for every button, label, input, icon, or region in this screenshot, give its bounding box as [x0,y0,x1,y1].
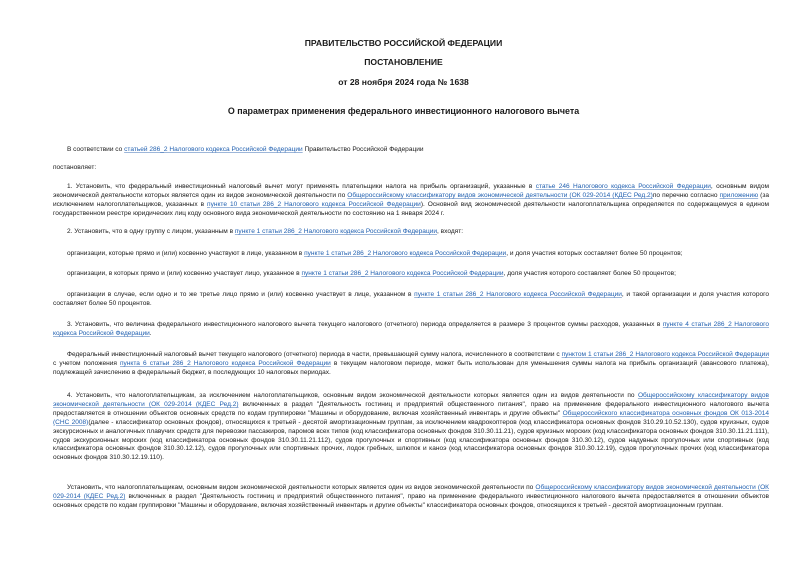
link-point-1-article-286-2[interactable]: пунктом 1 статьи 286_2 Налогового кодекса Российской Федерации [561,351,769,358]
link-point-1-article-286-2[interactable]: пункте 1 статьи 286_2 Налогового кодекса Российской Федерации [304,250,507,257]
paragraph-4 [53,392,769,463]
link-point-4-article-286-2[interactable]: пункте 4 статьи 286_2 Налогового кодекса Российской Федерации [53,321,769,337]
p2b-text-1: организации, в которых прямо и (или) косвенно участвует лицо, указанное в [67,270,302,277]
government-heading: ПРАВИТЕЛЬСТВО РОССИЙСКОЙ ФЕДЕРАЦИИ [304,38,503,48]
intro-text-2: Правительство Российской Федерации [302,146,424,153]
paragraph-2a [53,250,769,259]
paragraph-4a [53,484,769,511]
paragraph-2 [53,228,769,237]
p3-text-1: 3. Установить, что величина федерального инвестиционного налогового вычета текущего налогового (отчетного) периода определяется в размере 3 процентов суммы расходов, указанных в [67,321,663,328]
p4-text-2: включенных в раздел "Деятельность гостиниц и предприятий общественного питания", право на применение федерального инвестиционного налогового вычета предоставляется в отношении объектов основных средств по кодам группировки "Машины и оборудование, включая хозяйственный инвентарь и другие объекты" [53,400,769,417]
link-article-246[interactable]: статье 246 Налогового кодекса Российской Федерации [535,183,711,190]
p1-text-5: ). Основной вид экономической деятельности налогоплательщика определяется по содержащемуся в едином государственном реестре юридических лиц коду основного вида экономической деятельности по состоянию на 1 января 2024 г. [53,200,769,217]
p3a-text-3: в текущем налоговом периоде, может быть использован для уменьшения суммы налога на прибыль организаций (авансового платежа), подлежащей зачислению в федеральный бюджет, в последующих 10 налоговых периодах. [53,359,770,376]
paragraph-1 [53,183,769,219]
p2a-text-2: , и доля участия которых составляет более 50 процентов; [506,250,683,257]
p4-text-3: (далее - классификатор основных фондов), относящихся к третьей - десятой амортизационным группам, за исключением квадрокоптеров (код классификатора основных фондов 310.29.10.52.130), судов круизных, судов экскурсионных и аналогичных плавучих средств для перевозки пассажиров, паромов всех типов (код классификатора основных фондов 310.30.11.21), судов круизных морских (код классификатора основных фондов 310.30.11.21.111), судов экскурсионных морских (код классификатора основных фондов 310.30.11.21.112), судов прогулочных и спортивных (код классификатора основных фондов 310.30.12), судов надувных прогулочных или спортивных (код классификатора основных фондов 310.30.12.12), судов прогулочных или спортивных прочих, лодок гребных, шлюпок и каноэ (код классификатора основных фондов 310.30.12.19), судов прогулочных прочих (код классификатора основных фондов 310.30.12.19.110). [53,418,769,462]
link-okved-classifier[interactable]: Общероссийскому классификатору видов экономической деятельности (ОК 029-2014 (КДЕС Ред.2) [53,392,769,408]
p2-text-1: 2. Установить, что в одну группу с лицом, указанным в [67,228,235,235]
p1-text-1: 1. Установить, что федеральный инвестиционный налоговый вычет могут применять плательщики налога на прибыль организаций, указанные в [67,183,536,190]
document-title: О параметрах применения федерального инвестиционного налогового вычета [227,106,580,116]
paragraph-intro [53,146,769,155]
link-appendix[interactable]: приложению [719,191,759,199]
p2b-text-2: , доля участия которого составляет более 50 процентов; [503,270,676,277]
p2a-text-1: организации, которые прямо и (или) косвенно участвуют в лице, указанном в [67,250,305,257]
p4a-text-1: Установить, что налогоплательщикам, основным видом экономической деятельности которых является один из видов экономической деятельности по [67,484,536,491]
p2c-text-1: организации в случае, если одно и то же третье лицо прямо и (или) косвенно участвует в лице, указанном в [67,291,415,298]
p1-text-3: по перечню согласно [652,191,720,199]
intro-text-1: В соответствии со [67,146,125,153]
p4-text-1: 4. Установить, что налогоплательщикам, за исключением налогоплательщиков, основным видом экономической деятельности которых является один из видов деятельности по [67,392,638,399]
paragraph-2b [53,270,769,279]
link-okved-classifier[interactable]: Общероссийскому классификатору видов экономической деятельности (ОК 029-2014 (КДЕС Ред.2) [347,191,653,199]
p1-text-4: (за исключением налогоплательщиков, указанных в [53,191,769,208]
paragraph-3a [53,351,769,378]
p1-text-2: , основным видом экономической деятельности которых является один из видов экономической деятельности по [53,183,769,199]
p3-text-2: . [149,329,152,337]
link-point-1-article-286-2[interactable]: пункте 1 статьи 286_2 Налогового кодекса Российской Федерации [234,228,438,235]
paragraph-2c [53,291,769,309]
p4a-text-2: включенных в раздел "Деятельность гостиниц и предприятий общественного питания", право на применение федерального инвестиционного налогового вычета предоставляется в отношении объектов основных средств по кодам группировки "Машины и оборудование, включая хозяйственный инвентарь и другие объекты" классификатора основных фондов, относящихся к третьей - десятой амортизационным группам. [53,492,769,509]
link-point-6-article-286-2[interactable]: пункта 6 статьи 286_2 Налогового кодекса Российской Федерации [119,359,331,367]
paragraph-3 [53,321,769,339]
link-okved-classifier[interactable]: Общероссийскому классификатору видов экономической деятельности (ОК 029-2014 (КДЕС Ред.2) [53,484,769,500]
paragraph-resolves: постановляет: [53,164,97,171]
link-okof-classifier[interactable]: Общероссийского классификатора основных фондов ОК 013-2014 (СНС 2008) [53,409,770,426]
p2c-text-2: , и такой организации и доля участия которого составляет более 50 процентов. [53,291,769,307]
link-point-1-article-286-2[interactable]: пункте 1 статьи 286_2 Налогового кодекса Российской Федерации [301,270,504,277]
p3a-text-1: Федеральный инвестиционный налоговый вычет текущего налогового (отчетного) периода в части, превышающей сумму налога, исчисленного в соответствии с [67,351,562,358]
p3a-text-2: с учетом положения [53,359,120,367]
link-article-286-2[interactable]: статьей 286_2 Налогового кодекса Российской Федерации [124,146,303,153]
document-type-heading: ПОСТАНОВЛЕНИЕ [364,57,443,67]
date-number-heading: от 28 ноября 2024 года № 1638 [338,77,469,87]
link-point-1-article-286-2[interactable]: пункте 1 статьи 286_2 Налогового кодекса Российской Федерации [414,291,622,298]
p2-text-2: , входят: [437,228,464,235]
link-point-10-article-286-2[interactable]: пункте 10 статьи 286_2 Налогового кодекса Российской Федерации [207,200,421,208]
